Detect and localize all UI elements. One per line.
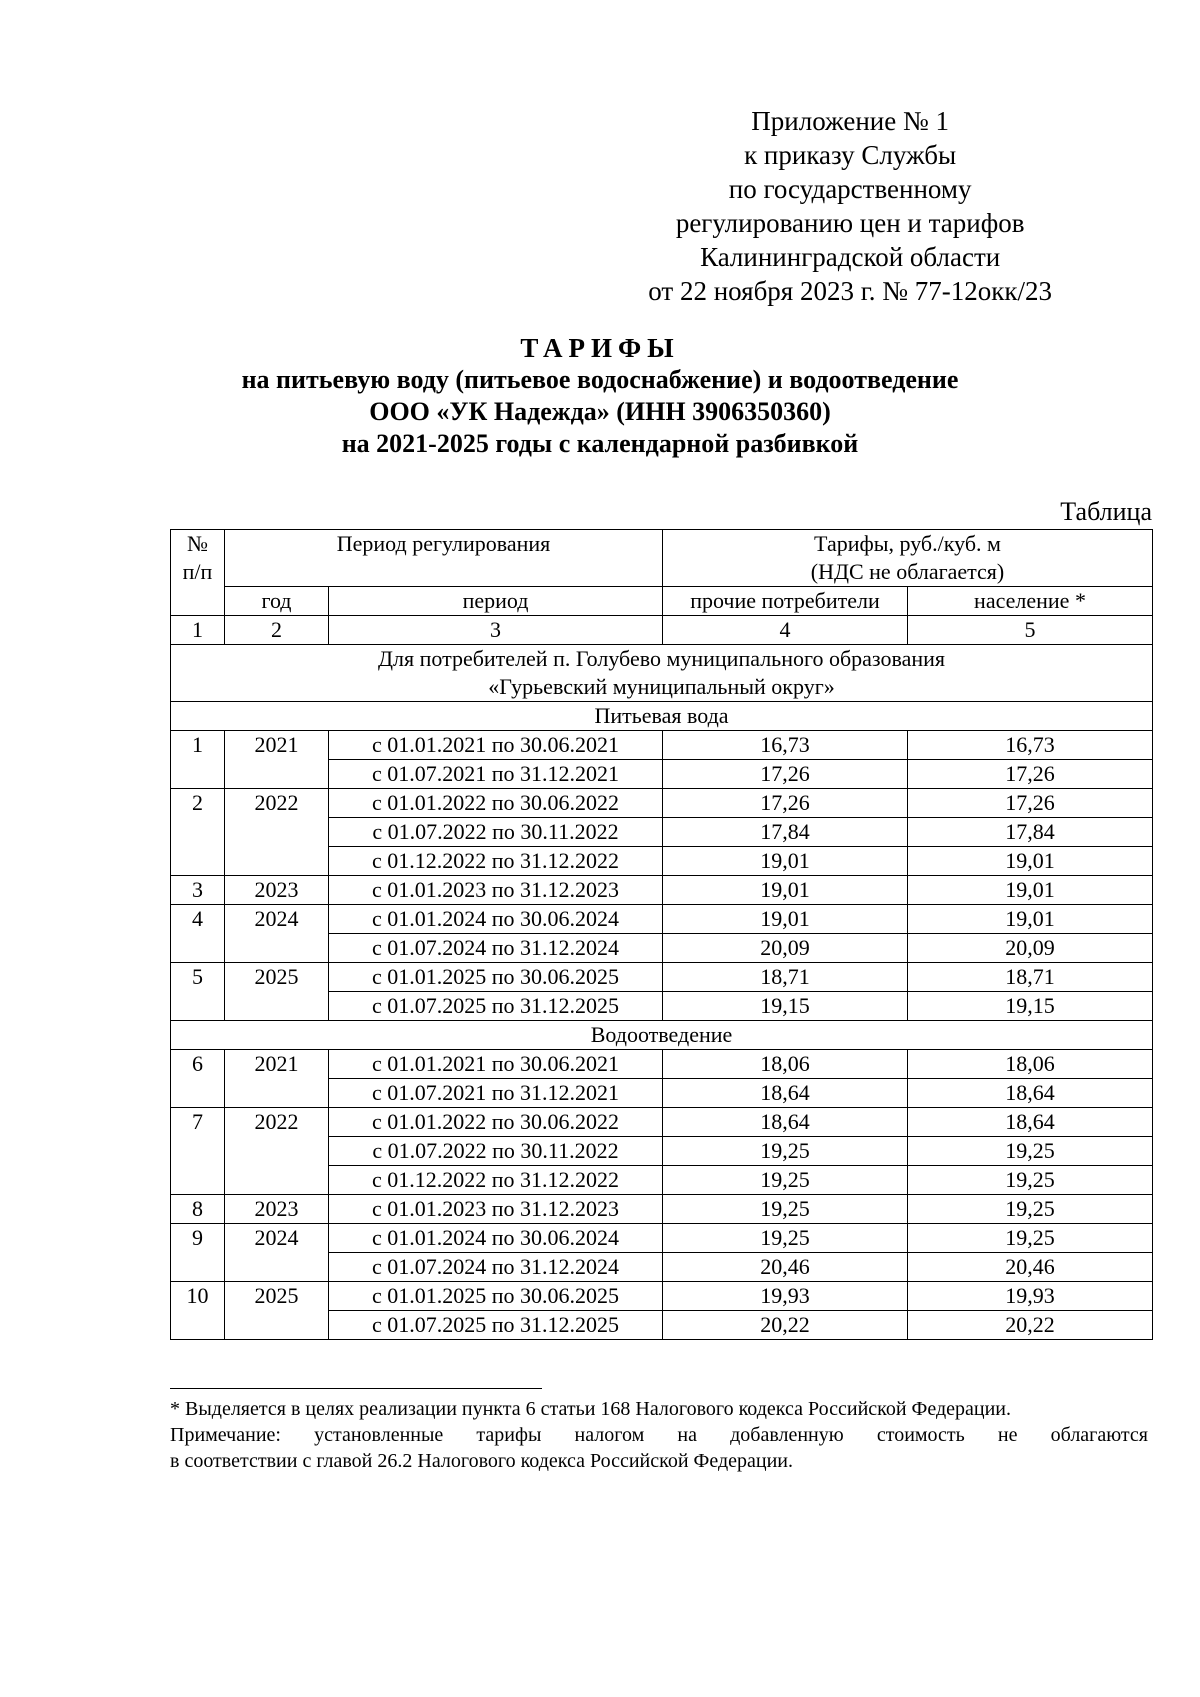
row-tariff-population: 19,25 [908, 1195, 1153, 1224]
table-row [171, 1282, 1153, 1311]
row-period: с 01.01.2022 по 30.06.2022 [329, 1108, 663, 1137]
row-period: с 01.07.2022 по 30.11.2022 [329, 1137, 663, 1166]
table-row [171, 789, 1153, 818]
row-tariff-population: 19,01 [908, 905, 1153, 934]
row-tariff-population: 20,09 [908, 934, 1153, 963]
title-main: ТАРИФЫ [520, 333, 680, 363]
row-period: с 01.01.2024 по 30.06.2024 [329, 1224, 663, 1253]
row-tariff-other: 18,06 [663, 1050, 908, 1079]
col-number: 3 [329, 616, 663, 645]
row-tariff-population: 18,64 [908, 1079, 1153, 1108]
row-tariff-other: 20,09 [663, 934, 908, 963]
row-tariff-population: 19,25 [908, 1137, 1153, 1166]
header-tariffs-line: Тарифы, руб./куб. м [814, 531, 1001, 556]
row-tariff-population: 20,22 [908, 1311, 1153, 1340]
header-num [171, 530, 225, 616]
row-tariff-population: 18,71 [908, 963, 1153, 992]
row-year: 2024 [225, 905, 329, 963]
row-number: 1 [171, 731, 225, 789]
row-tariff-other: 19,25 [663, 1166, 908, 1195]
row-period: с 01.07.2024 по 31.12.2024 [329, 1253, 663, 1282]
table-row [171, 1224, 1153, 1253]
row-tariff-other: 17,26 [663, 760, 908, 789]
appendix-line: регулированию цен и тарифов [675, 208, 1025, 238]
row-tariff-other: 19,25 [663, 1224, 908, 1253]
footnotes [170, 1396, 1148, 1474]
row-tariff-other: 19,93 [663, 1282, 908, 1311]
footnote-note-line: в соответствии с главой 26.2 Налогового кодекса Российской Федерации. [170, 1450, 793, 1472]
row-number: 2 [171, 789, 225, 876]
row-tariff-other: 17,26 [663, 789, 908, 818]
table-subheader-row [171, 587, 1153, 616]
section-row [171, 1021, 1153, 1050]
row-period: с 01.07.2025 по 31.12.2025 [329, 1311, 663, 1340]
appendix-line: Приложение № 1 [751, 106, 949, 136]
row-number: 5 [171, 963, 225, 1021]
header-year: год [225, 587, 329, 616]
appendix-line: от 22 ноября 2023 г. № 77-12окк/23 [648, 276, 1052, 306]
section-title: Питьевая вода [171, 702, 1153, 731]
section-row [171, 702, 1153, 731]
table-row [171, 905, 1153, 934]
row-tariff-other: 19,01 [663, 847, 908, 876]
row-tariff-other: 20,22 [663, 1311, 908, 1340]
row-year: 2021 [225, 1050, 329, 1108]
row-tariff-population: 19,25 [908, 1166, 1153, 1195]
header-tariffs-group [663, 530, 1153, 587]
row-period: с 01.12.2022 по 31.12.2022 [329, 1166, 663, 1195]
document-title [140, 332, 1060, 460]
appendix-line: к приказу Службы [744, 140, 957, 170]
row-year: 2021 [225, 731, 329, 789]
row-number: 8 [171, 1195, 225, 1224]
row-year: 2025 [225, 963, 329, 1021]
header-tariffs-line: (НДС не облагается) [810, 559, 1005, 584]
row-number: 6 [171, 1050, 225, 1108]
row-year: 2023 [225, 876, 329, 905]
row-number: 10 [171, 1282, 225, 1340]
row-tariff-other: 18,71 [663, 963, 908, 992]
col-number: 4 [663, 616, 908, 645]
title-line: на 2021-2025 годы с календарной разбивкой [341, 429, 859, 458]
row-number: 3 [171, 876, 225, 905]
row-period: с 01.07.2024 по 31.12.2024 [329, 934, 663, 963]
region-row [171, 645, 1153, 702]
footnote-note-line: Примечание: установленные тарифы налогом на добавленную стоимость не облагаются [170, 1424, 1148, 1446]
row-tariff-population: 17,26 [908, 760, 1153, 789]
row-number: 4 [171, 905, 225, 963]
row-number: 9 [171, 1224, 225, 1282]
header-period-group: Период регулирования [225, 530, 663, 587]
row-tariff-other: 16,73 [663, 731, 908, 760]
row-period: с 01.07.2021 по 31.12.2021 [329, 760, 663, 789]
row-tariff-population: 19,15 [908, 992, 1153, 1021]
row-number: 7 [171, 1108, 225, 1195]
row-tariff-population: 17,84 [908, 818, 1153, 847]
row-period: с 01.01.2024 по 30.06.2024 [329, 905, 663, 934]
footnote-asterisk: * Выделяется в целях реализации пункта 6 статьи 168 Налогового кодекса Российской Федерации. [170, 1398, 1012, 1420]
row-period: с 01.07.2021 по 31.12.2021 [329, 1079, 663, 1108]
row-period: с 01.07.2025 по 31.12.2025 [329, 992, 663, 1021]
row-tariff-other: 20,46 [663, 1253, 908, 1282]
row-year: 2024 [225, 1224, 329, 1282]
region-cell [171, 645, 1153, 702]
row-tariff-population: 19,93 [908, 1282, 1153, 1311]
header-num-label: № п/п [182, 531, 213, 584]
row-tariff-population: 18,64 [908, 1108, 1153, 1137]
header-period: период [329, 587, 663, 616]
tariffs-table [170, 529, 1153, 1340]
row-tariff-other: 19,01 [663, 905, 908, 934]
row-tariff-population: 16,73 [908, 731, 1153, 760]
table-row [171, 876, 1153, 905]
table-row [171, 1195, 1153, 1224]
footnote-divider [170, 1388, 542, 1389]
table-row [171, 731, 1153, 760]
col-number: 2 [225, 616, 329, 645]
appendix-block [648, 104, 1052, 308]
title-line: ООО «УК Надежда» (ИНН 3906350360) [369, 397, 831, 426]
row-year: 2023 [225, 1195, 329, 1224]
row-tariff-other: 19,01 [663, 876, 908, 905]
row-tariff-population: 17,26 [908, 789, 1153, 818]
row-tariff-population: 19,25 [908, 1224, 1153, 1253]
appendix-line: по государственному [728, 174, 972, 204]
row-tariff-other: 19,25 [663, 1137, 908, 1166]
region-line: «Гурьевский муниципальный округ» [488, 674, 835, 699]
table-caption: Таблица [1060, 497, 1152, 526]
row-period: с 01.01.2023 по 31.12.2023 [329, 1195, 663, 1224]
row-tariff-other: 18,64 [663, 1108, 908, 1137]
header-population: население * [908, 587, 1153, 616]
row-tariff-population: 20,46 [908, 1253, 1153, 1282]
row-period: с 01.01.2021 по 30.06.2021 [329, 731, 663, 760]
row-period: с 01.07.2022 по 30.11.2022 [329, 818, 663, 847]
row-tariff-population: 19,01 [908, 847, 1153, 876]
row-tariff-population: 18,06 [908, 1050, 1153, 1079]
header-other: прочие потребители [663, 587, 908, 616]
row-year: 2022 [225, 789, 329, 876]
column-number-row [171, 616, 1153, 645]
row-tariff-other: 17,84 [663, 818, 908, 847]
table-header-row [171, 530, 1153, 587]
col-number: 5 [908, 616, 1153, 645]
row-period: с 01.01.2021 по 30.06.2021 [329, 1050, 663, 1079]
row-tariff-other: 19,25 [663, 1195, 908, 1224]
appendix-line: Калининградской области [700, 242, 1001, 272]
title-line: на питьевую воду (питьевое водоснабжение) и водоотведение [241, 365, 959, 394]
row-tariff-other: 18,64 [663, 1079, 908, 1108]
table-row [171, 1050, 1153, 1079]
table-row [171, 963, 1153, 992]
row-period: с 01.12.2022 по 31.12.2022 [329, 847, 663, 876]
row-tariff-population: 19,01 [908, 876, 1153, 905]
row-period: с 01.01.2023 по 31.12.2023 [329, 876, 663, 905]
row-period: с 01.01.2022 по 30.06.2022 [329, 789, 663, 818]
col-number: 1 [171, 616, 225, 645]
row-year: 2025 [225, 1282, 329, 1340]
table-row [171, 1108, 1153, 1137]
row-year: 2022 [225, 1108, 329, 1195]
region-line: Для потребителей п. Голубево муниципального образования [377, 646, 945, 671]
row-tariff-other: 19,15 [663, 992, 908, 1021]
section-title: Водоотведение [171, 1021, 1153, 1050]
row-period: с 01.01.2025 по 30.06.2025 [329, 963, 663, 992]
row-period: с 01.01.2025 по 30.06.2025 [329, 1282, 663, 1311]
